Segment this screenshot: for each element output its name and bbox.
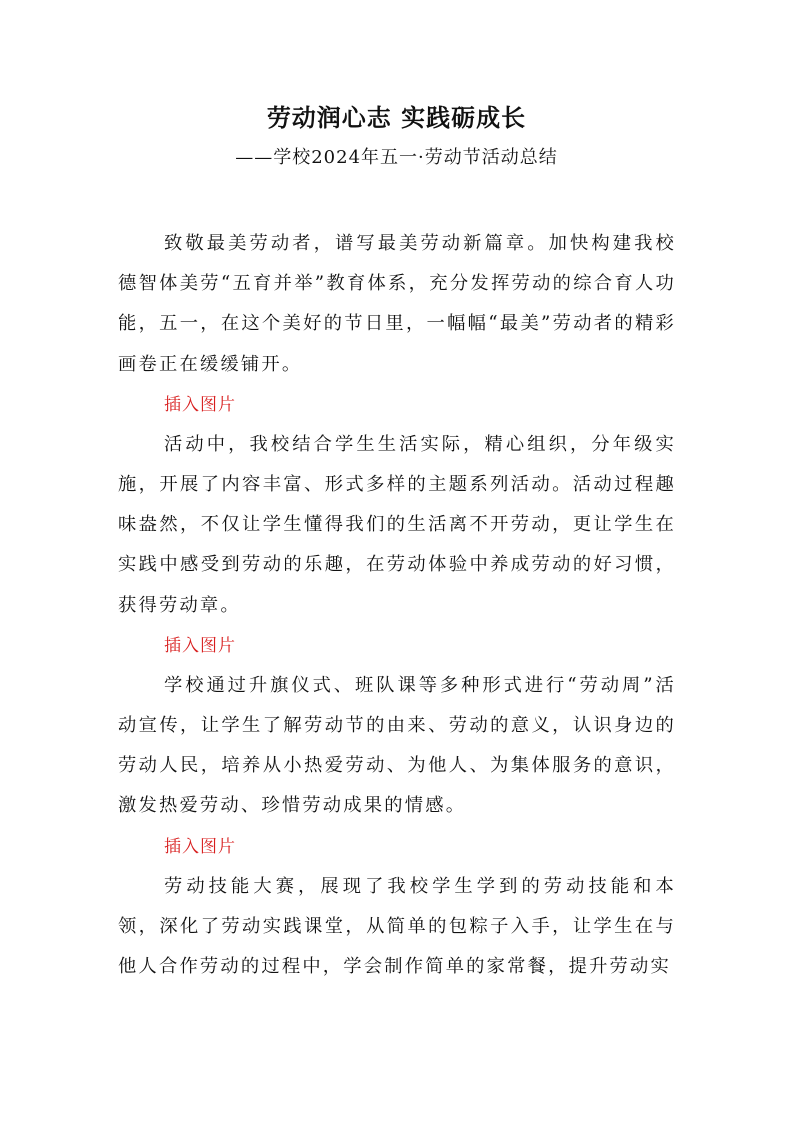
insert-image-note: 插入图片 [164, 394, 236, 415]
paragraph-intro: 致敬最美劳动者，谱写最美劳动新篇章。加快构建我校德智体美劳“五育并举”教育体系，充分发挥劳动的综合育人功能，五一，在这个美好的节日里，一幅幅“最美”劳动者的精彩画卷正在缓缓铺开。 [118, 233, 676, 375]
insert-image-note: 插入图片 [164, 836, 236, 857]
paragraph-skills-contest: 劳动技能大赛，展现了我校学生学到的劳动技能和本领，深化了劳动实践课堂，从简单的包粽子入手，让学生在与他人合作劳动的过程中，学会制作简单的家常餐，提升劳动实 [118, 875, 676, 978]
document-title: 劳动润心志 实践砺成长 [266, 104, 527, 132]
document-body [118, 224, 676, 987]
insert-image-note: 插入图片 [164, 635, 236, 656]
document-subtitle: ——学校2024年五一·劳动节活动总结 [235, 147, 558, 168]
paragraph-activities: 活动中，我校结合学生生活实际，精心组织，分年级实施，开展了内容丰富、形式多样的主题系列活动。活动过程趣味盎然，不仅让学生懂得我们的生活离不开劳动，更让学生在实践中感受到劳动的乐趣，在劳动体验中养成劳动的好习惯，获得劳动章。 [118, 433, 676, 616]
paragraph-promotion: 学校通过升旗仪式、班队课等多种形式进行“劳动周”活动宣传，让学生了解劳动节的由来、劳动的意义，认识身边的劳动人民，培养从小热爱劳动、为他人、为集体服务的意识，激发热爱劳动、珍惜劳动成果的情感。 [118, 674, 676, 817]
